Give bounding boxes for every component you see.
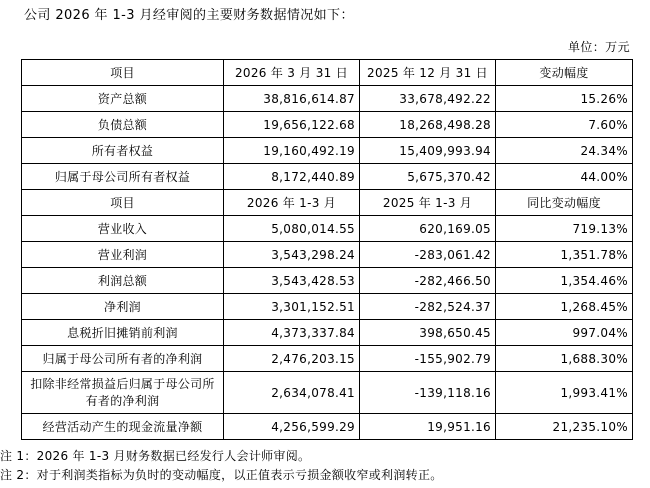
row-label: 营业利润	[22, 242, 224, 268]
value-prior: 15,409,993.94	[360, 138, 496, 164]
value-prior: -283,061.42	[360, 242, 496, 268]
value-change: 44.00%	[496, 164, 633, 190]
header-cell-item: 项目	[22, 190, 224, 216]
table-row	[22, 268, 633, 294]
table-row	[22, 216, 633, 242]
row-label: 所有者权益	[22, 138, 224, 164]
value-change: 1,354.46%	[496, 268, 633, 294]
header-cell-item: 项目	[22, 60, 224, 86]
value-prior: 620,169.05	[360, 216, 496, 242]
row-label: 扣除非经常损益后归属于母公司所有者的净利润	[22, 372, 224, 414]
value-change: 1,993.41%	[496, 372, 633, 414]
value-current: 2,476,203.15	[224, 346, 360, 372]
header-cell-date-prior: 2025 年 12 月 31 日	[360, 60, 496, 86]
row-label: 营业收入	[22, 216, 224, 242]
value-prior: -155,902.79	[360, 346, 496, 372]
income-header-row	[22, 190, 633, 216]
row-label: 归属于母公司所有者权益	[22, 164, 224, 190]
balance-header-row	[22, 60, 633, 86]
value-change: 24.34%	[496, 138, 633, 164]
row-label: 息税折旧摊销前利润	[22, 320, 224, 346]
table-row	[22, 346, 633, 372]
header-cell-date-current: 2026 年 3 月 31 日	[224, 60, 360, 86]
header-cell-change: 变动幅度	[496, 60, 633, 86]
value-prior: 5,675,370.42	[360, 164, 496, 190]
footnote-1: 注 1：2026 年 1-3 月财务数据已经发行人会计师审阅。	[0, 449, 311, 463]
value-prior: -282,466.50	[360, 268, 496, 294]
header-cell-yoy-change: 同比变动幅度	[496, 190, 633, 216]
value-current: 3,543,298.24	[224, 242, 360, 268]
value-change: 1,351.78%	[496, 242, 633, 268]
value-prior: 33,678,492.22	[360, 86, 496, 112]
value-current: 3,301,152.51	[224, 294, 360, 320]
value-current: 3,543,428.53	[224, 268, 360, 294]
table-row	[22, 138, 633, 164]
table-row	[22, 164, 633, 190]
row-label: 归属于母公司所有者的净利润	[22, 346, 224, 372]
table-row	[22, 86, 633, 112]
financial-data-table	[21, 59, 633, 440]
value-current: 38,816,614.87	[224, 86, 360, 112]
value-change: 15.26%	[496, 86, 633, 112]
footnote-2: 注 2：对于利润类指标为负时的变动幅度，以正值表示亏损金额收窄或利润转正。	[0, 468, 443, 482]
value-current: 2,634,078.41	[224, 372, 360, 414]
value-change: 997.04%	[496, 320, 633, 346]
header-cell-period-prior: 2025 年 1-3 月	[360, 190, 496, 216]
table-row	[22, 242, 633, 268]
intro-text: 公司 2026 年 1-3 月经审阅的主要财务数据情况如下：	[24, 8, 354, 23]
value-prior: 18,268,498.28	[360, 112, 496, 138]
value-current: 4,373,337.84	[224, 320, 360, 346]
value-prior: 398,650.45	[360, 320, 496, 346]
value-current: 5,080,014.55	[224, 216, 360, 242]
row-label: 利润总额	[22, 268, 224, 294]
value-current: 4,256,599.29	[224, 414, 360, 440]
row-label: 资产总额	[22, 86, 224, 112]
row-label: 净利润	[22, 294, 224, 320]
value-prior: 19,951.16	[360, 414, 496, 440]
table-row	[22, 414, 633, 440]
value-current: 8,172,440.89	[224, 164, 360, 190]
value-change: 1,688.30%	[496, 346, 633, 372]
value-change: 21,235.10%	[496, 414, 633, 440]
value-prior: -139,118.16	[360, 372, 496, 414]
value-prior: -282,524.37	[360, 294, 496, 320]
value-change: 7.60%	[496, 112, 633, 138]
value-change: 719.13%	[496, 216, 633, 242]
table-row	[22, 320, 633, 346]
value-current: 19,656,122.68	[224, 112, 360, 138]
row-label: 经营活动产生的现金流量净额	[22, 414, 224, 440]
table-row	[22, 294, 633, 320]
value-change: 1,268.45%	[496, 294, 633, 320]
value-current: 19,160,492.19	[224, 138, 360, 164]
row-label: 负债总额	[22, 112, 224, 138]
header-cell-period-current: 2026 年 1-3 月	[224, 190, 360, 216]
unit-label: 单位：万元	[567, 40, 630, 54]
table-row	[22, 372, 633, 414]
table-row	[22, 112, 633, 138]
